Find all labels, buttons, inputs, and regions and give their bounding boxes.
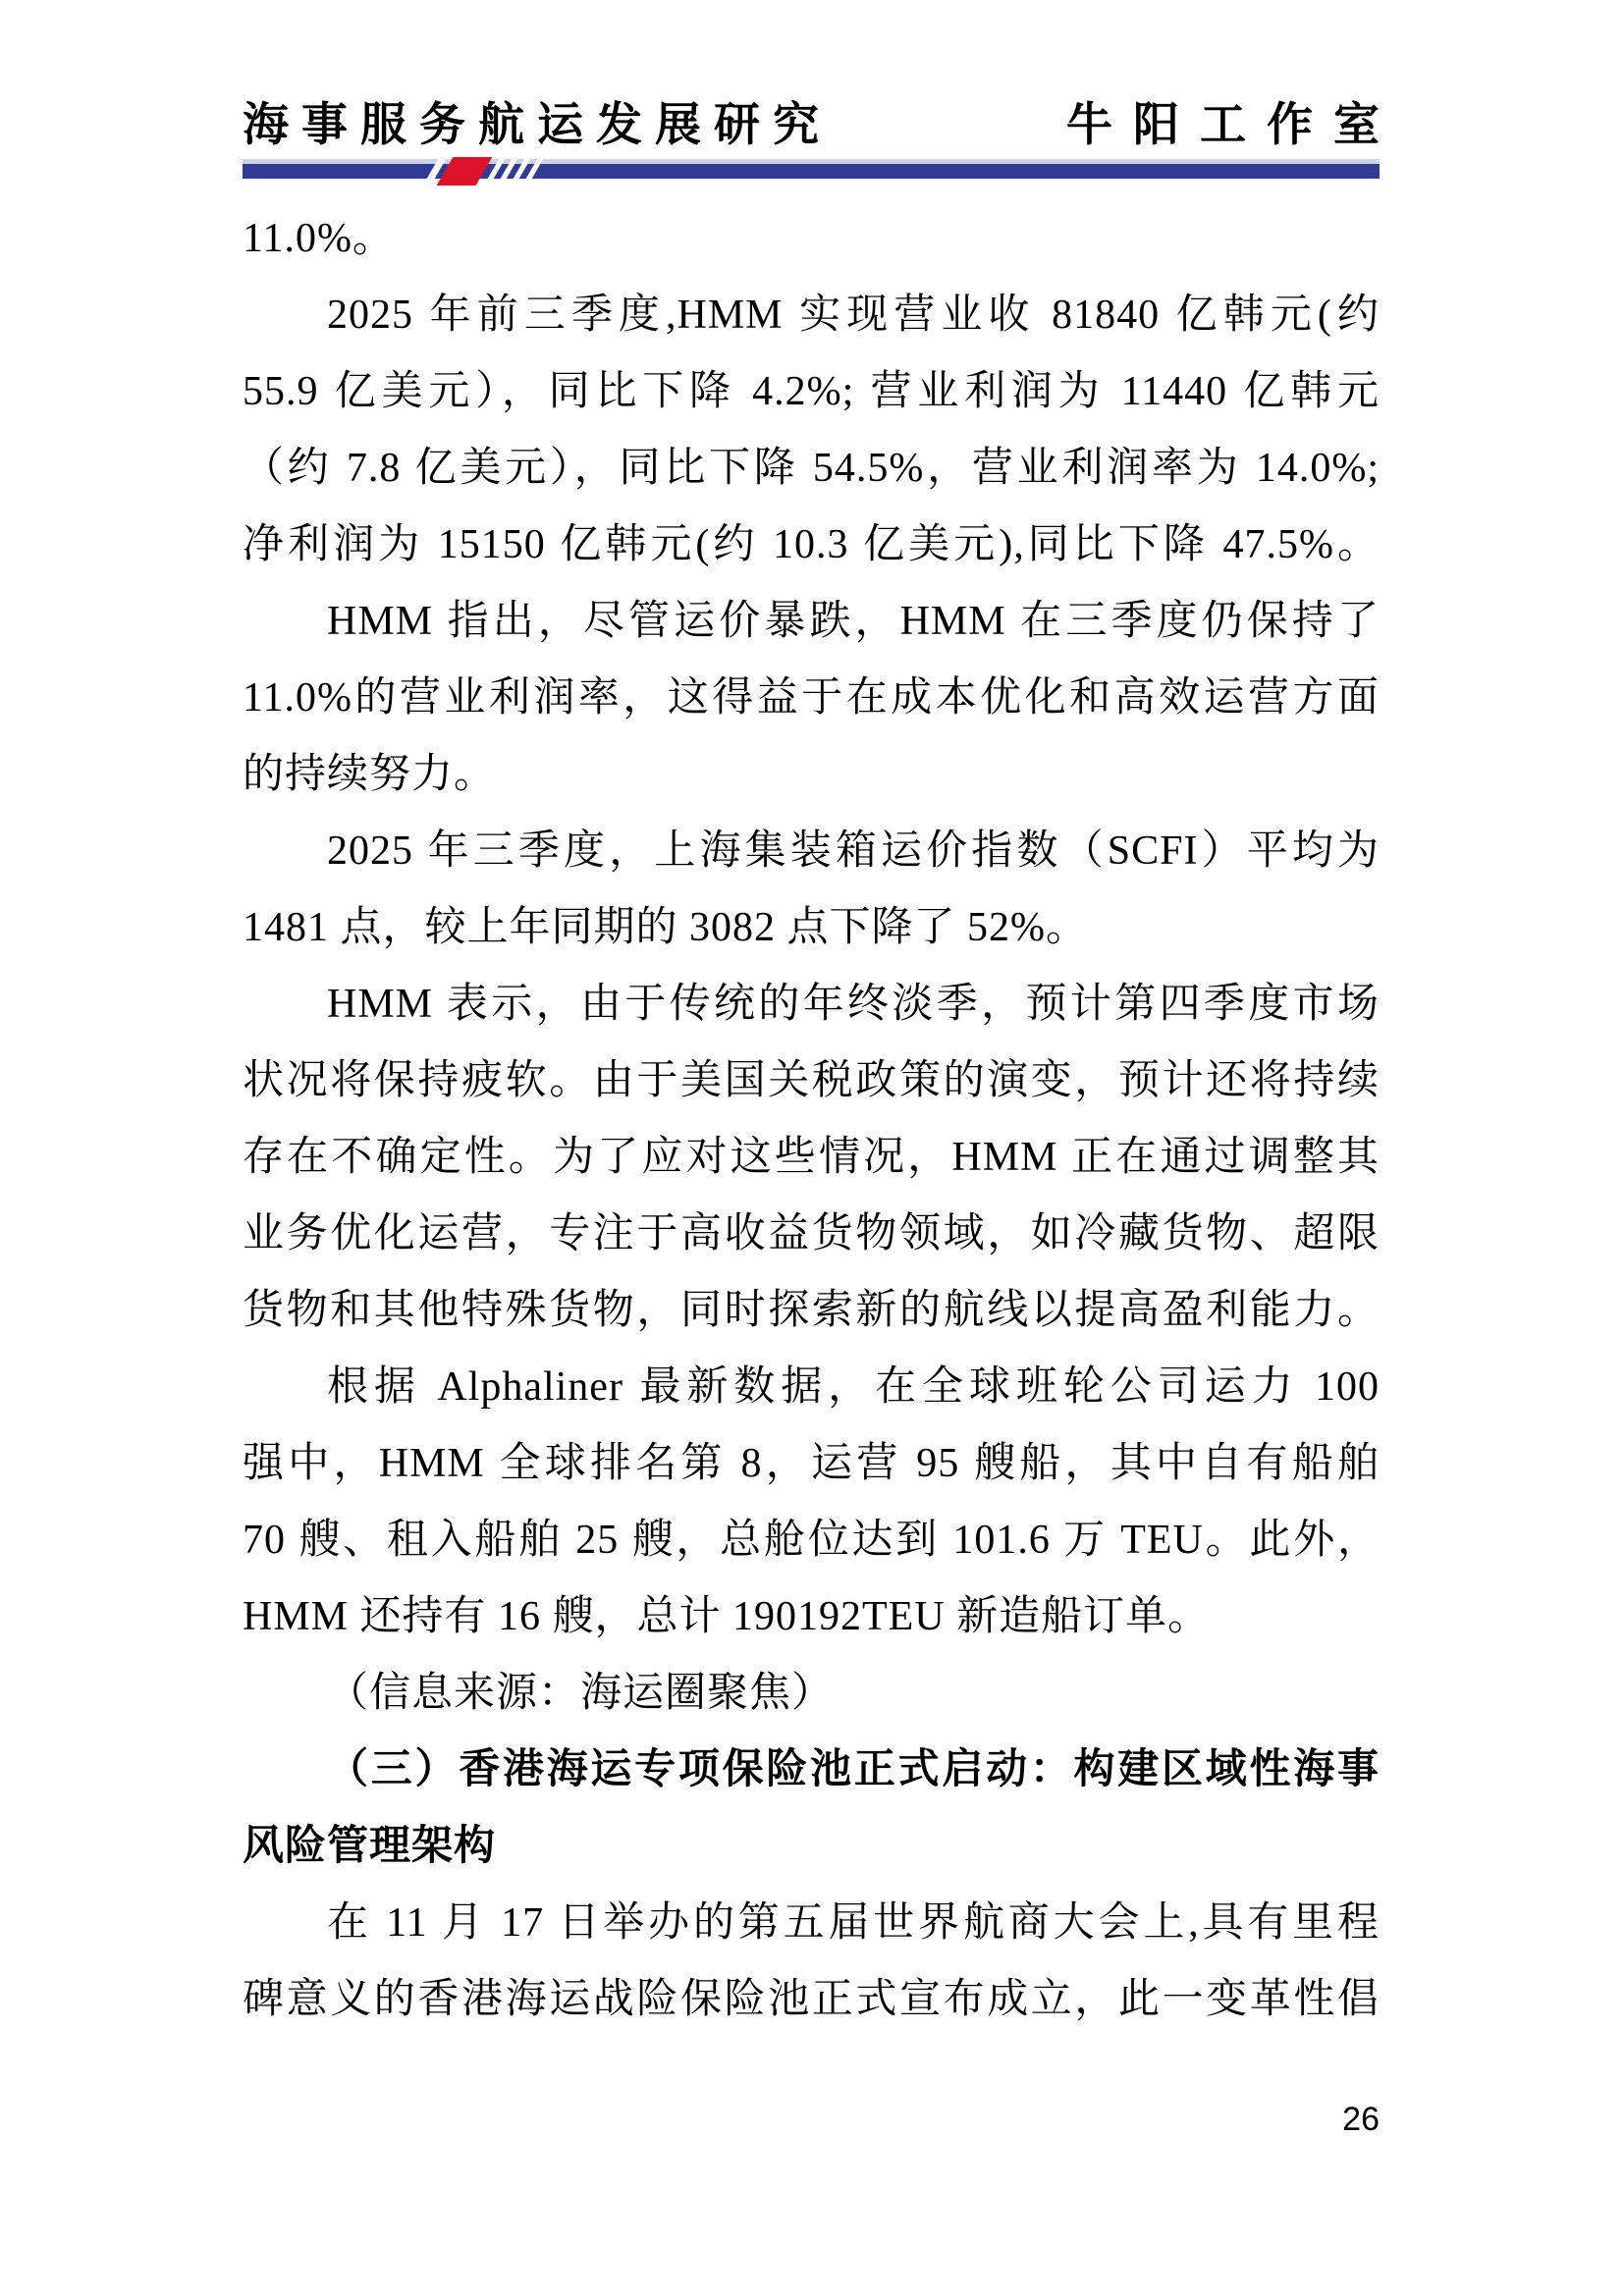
document-body — [243, 200, 1380, 2038]
text-line: （约 7.8 亿美元），同比下降 54.5%，营业利润率为 14.0%; — [243, 446, 1380, 491]
page-header — [243, 88, 1400, 154]
text-line: 碑意义的香港海运战险保险池正式宣布成立，此一变革性倡 — [243, 1977, 1380, 2022]
bar-red-accent — [437, 157, 493, 186]
section-heading-line: 风险管理架构 — [243, 1824, 497, 1869]
text-line: 存在不确定性。为了应对这些情况，HMM 正在通过调整其 — [243, 1135, 1380, 1180]
text-line: 根据 Alphaliner 最新数据，在全球班轮公司运力 100 — [327, 1364, 1380, 1410]
header-right-title: 牛阳工作室 — [1066, 98, 1400, 150]
text-line: HMM 表示，由于传统的年终淡季，预计第四季度市场 — [327, 982, 1380, 1027]
text-line: 55.9 亿美元），同比下降 4.2%; 营业利润为 11440 亿韩元 — [243, 369, 1380, 414]
source-attribution-line: （信息来源：海运圈聚焦） — [327, 1671, 835, 1716]
text-line: 在 11 月 17 日举办的第五届世界航商大会上,具有里程 — [327, 1900, 1380, 1946]
text-line: 11.0%。 — [243, 216, 395, 261]
text-line: 净利润为 15150 亿韩元(约 10.3 亿美元),同比下降 47.5%。 — [243, 522, 1380, 567]
bar-slash-decoration — [431, 157, 549, 186]
text-line: 70 艘、租入船舶 25 艘，总舱位达到 101.6 万 TEU。此外， — [243, 1518, 1380, 1563]
text-line: 2025 年前三季度,HMM 实现营业收 81840 亿韩元(约 — [327, 293, 1380, 338]
section-heading-line: （三）香港海运专项保险池正式启动：构建区域性海事 — [327, 1747, 1380, 1792]
text-line: 11.0%的营业利润率，这得益于在成本优化和高效运营方面 — [243, 675, 1380, 721]
text-line: 1481 点，较上年同期的 3082 点下降了 52%。 — [243, 905, 1088, 950]
header-divider-bar — [243, 159, 1380, 179]
text-line: 业务优化运营，专注于高收益货物领域，如冷藏货物、超限 — [243, 1211, 1380, 1256]
text-line: 状况将保持疲软。由于美国关税政策的演变，预计还将持续 — [243, 1058, 1380, 1103]
text-line: 强中，HMM 全球排名第 8，运营 95 艘船，其中自有船舶 — [243, 1441, 1380, 1486]
text-line: 2025 年三季度，上海集装箱运价指数（SCFI）平均为 — [327, 828, 1380, 874]
header-left-title: 海事服务航运发展研究 — [243, 98, 832, 150]
text-line: HMM 还持有 16 艘，总计 190192TEU 新造船订单。 — [243, 1594, 1211, 1639]
bar-navy-rule — [243, 164, 1380, 179]
text-line: 货物和其他特殊货物，同时探索新的航线以提高盈利能力。 — [243, 1288, 1380, 1333]
text-line: HMM 指出，尽管运价暴跌，HMM 在三季度仍保持了 — [327, 599, 1380, 644]
text-line: 的持续努力。 — [243, 752, 497, 797]
page-number: 26 — [1342, 2101, 1380, 2138]
